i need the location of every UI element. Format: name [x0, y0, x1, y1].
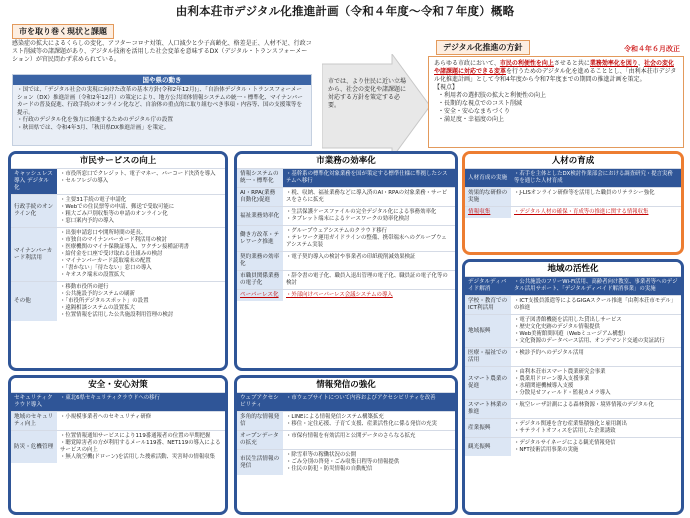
table-row: [11, 281, 225, 321]
row-description: ・生活保護ケースファイルの完全デジタル化による事務効率化 ・タブレット端末によるケースワークの効率化検討: [286, 209, 437, 222]
row-category-text: 情報収集: [468, 209, 491, 215]
row-description-text: ・外部向けペーパーレス会議システムの導入: [286, 292, 393, 298]
panel-business-head: 市業務の効率化: [237, 154, 455, 168]
policy-effect-item: ・長期的な視点でのコスト削減: [438, 100, 523, 107]
table-row: [237, 392, 455, 411]
row-description-text: ・デジタル人材の確保・育成等の推進に関する情報収集: [514, 209, 649, 215]
row-category: 効果的な研修の実施: [465, 188, 511, 206]
national-item: ・国では、「デジタル社会の実現に向けた改革の基本方針(令和2年12月)」、「自治体デジタル・トランスフォーメーション（DX）推進計画（令和2年12月）の策定により、地方公共団体情報システムの統一・標準化、マイナンバーカードの普及促進、行政手続のオンライン化など、自治体の重点的に取り組むべき事項・内容等、国の支援策等を提示。: [17, 87, 303, 116]
row-category: 福祉業務効率化: [237, 207, 283, 225]
table-row: [11, 227, 225, 281]
row-description: [283, 290, 455, 301]
row-description: ・主要31手続の電子申請化 ・Webでの住民票等の申請、郵送で受取可能に ・粗大ごみ戸別収集等の申請のオンライン化 ・窓口案内予約の導入: [60, 197, 175, 224]
row-description: ・LINEによる情報発信システム構築拡充 ・移住・定住応援、子育て支援、産業活性化に係る発信の充実: [286, 414, 437, 427]
row-category: 人材育成の実施: [465, 169, 511, 187]
row-category-text: ペーパーレス化: [240, 292, 279, 298]
row-description: ・デジタル関連を含む産業集積強化と雇用創出 ・サテライトオフィスを活用した企業誘致: [514, 421, 627, 434]
revision-date: 令和４年６月改正: [624, 45, 680, 53]
panel-info: [234, 375, 458, 515]
policy-effect-item: ・満足度・幸福度の向上: [438, 116, 505, 123]
background-label: 市を取り巻く現状と課題: [12, 24, 114, 39]
row-category: スマート農業の促進: [465, 367, 511, 399]
row-description: ・出張申請窓口や開所時間の延長、 ・市独自のマイナンバーカード利活用の検討 ・医療機関のマイナ保険証導入、ワクチン接種証明書 ・給付金を口座で受け取れる仕組みの検討 ・マイナンバーカード読取端末の配置 ・「書かない」「待たない」窓口の導入 ・キオスク端末の設置拡大: [60, 230, 189, 278]
row-description: ・市保有情報を有効活用と公開データのさらなる拡充: [286, 433, 416, 439]
row-category: 行政手続のオンライン化: [11, 195, 57, 227]
row-description: ・航空レーザ計測による森林資源・境界情報のデジタル化: [514, 402, 654, 408]
row-description: ・電子契約導入の検討や事業者の印紙税削減効果検証: [286, 254, 416, 260]
policy-text-mid1: させると共に: [553, 60, 590, 67]
policy-text-post: を行うためのデジタル化を進めることとし、「由利本荘市デジタル化推進計画」として令和4年度から令和7年度までの期間の推進計画を策定。: [434, 68, 677, 83]
table-row: [237, 187, 455, 206]
table-row: [465, 418, 681, 437]
table-row: [237, 225, 455, 251]
row-description: ・税、収納、福祉業務などに導入済のAI・RPAの対象業務・サービスをさらに拡充: [286, 190, 448, 203]
row-description: ・ICT支援員派遣等によるGIGAスクール推進「由利本荘市モデル」の推進: [514, 298, 677, 311]
row-description: ・公共施設のフリーWi-Fi活用、高齢者向け教室、事業者等へのデジタル活用サポート、「デジタルディバイド解消事業」の実施: [511, 277, 681, 295]
policy-effects-list: [434, 92, 678, 124]
table-row: [465, 314, 681, 347]
row-category: 地域のセキュリティ向上: [11, 412, 57, 430]
policy-text-pre: あらゆる市政において、: [434, 60, 500, 67]
national-box: [12, 74, 312, 146]
info-rows: [237, 392, 455, 475]
row-category: セキュリティクラウド導入: [11, 393, 57, 411]
row-category: 地域振興: [465, 315, 511, 347]
business-rows: [237, 168, 455, 301]
region-rows: [465, 276, 681, 456]
policy-label: デジタル化推進の方針: [436, 40, 530, 55]
table-row: [465, 399, 681, 418]
national-body: [13, 85, 311, 135]
table-row: [11, 411, 225, 430]
table-row: [11, 392, 225, 411]
table-row: [465, 437, 681, 456]
row-description: ・由利本荘市スマート農業研究会事業 ・農業用ドローン導入支援事業 ・水稲関連機械導入支援 ・分散見せフィールド・監視カメラ導入: [514, 369, 611, 396]
row-description: ・グループウェアシステムのクラウド移行 ・テレワーク運用ガイドラインの整備、携帯端末へのグループウェアシステム実装: [286, 228, 447, 248]
row-category: オープンデータの拡充: [237, 431, 283, 449]
table-row: [237, 270, 455, 289]
table-row: [237, 206, 455, 225]
row-category: [465, 207, 511, 218]
row-description: ・基幹系の標準化対象業務を国が策定する標準仕様に準拠したシステムへ移行: [283, 169, 455, 187]
row-category: 観光振興: [465, 438, 511, 456]
policy-effects-label: 【視点】: [434, 84, 459, 91]
arrow-text: 市では、より住民に近い立場から、社会の変化や諸課題に対応する方針を策定する必要。: [328, 78, 407, 109]
table-row: [11, 194, 225, 227]
row-description: ・市役所窓口でクレジット、電子マネー、バーコード決済を導入 ・セルフレジの導入: [60, 171, 216, 184]
row-category: 情報システムの統一・標準化: [237, 169, 283, 187]
row-description: ・東北6県セキュリティクラウドへの移行: [57, 393, 225, 411]
panel-safety-head: 安全・安心対策: [11, 378, 225, 392]
panel-citizen-service: [8, 151, 228, 371]
row-description: ・検診予約へのデジタル活用: [514, 350, 584, 356]
table-row: [237, 411, 455, 430]
row-category: 契約業務の効率化: [237, 252, 283, 270]
table-row: [465, 276, 681, 295]
panel-citizen-head: 市民サービスの向上: [11, 154, 225, 168]
row-category: ウェブアクセシビリティ: [237, 393, 283, 411]
row-category: スマート林業の推進: [465, 400, 511, 418]
table-row: [465, 366, 681, 399]
row-description: ・若手を主体としたDX検討作業部会における調査研究・提言実務等を通じた人材育成: [511, 169, 681, 187]
table-row: [465, 295, 681, 314]
panel-talent: [462, 151, 684, 255]
row-category: 働き方改革・テレワーク推進: [237, 226, 283, 251]
page-title: 由利本荘市デジタル化推進計画（令和４年度～令和７年度）概略: [175, 4, 515, 18]
row-category: 産業振興: [465, 419, 511, 437]
policy-highlight-1: 市民の利便性を向上: [499, 60, 554, 67]
policy-text-mid2: 、: [637, 60, 644, 67]
table-row: [11, 168, 225, 194]
panel-region: [462, 259, 684, 515]
panel-safety: [8, 375, 228, 515]
talent-rows: [465, 168, 681, 218]
policy-highlight-2: 業務効率化を図り: [589, 60, 638, 67]
background-text: 感染症の拡大によるくらしの変化、アフターコロナ対策、人口減少と少子高齢化、格差是正、人材不足、行政コスト削減等の諸課題があり、デジタル技術を活用した社会変革を意味するDX（デジタル・トランスフォーメーション）が官民問わず求められている。: [12, 40, 312, 63]
citizen-rows: [11, 168, 225, 321]
row-category: デジタルディバイド解消: [465, 277, 511, 295]
row-category: 市民生活情報の発信: [237, 450, 283, 475]
row-description: ・除雪車等の稼働状況の公開 ・ごみ分別の啓発・ごみ収集日程等の情報提供 ・住民の防犯・防災情報の自動配信: [286, 452, 400, 472]
row-description: ・デジタルサイネージによる観光情報発信 ・NFT技術活用事業の実施: [514, 440, 616, 453]
row-description: ・辞令書の電子化、職員入退出管理の電子化、職員証の電子化等の検討: [286, 273, 448, 286]
panel-region-head: 地域の活性化: [465, 262, 681, 276]
row-category: 防災・危機管理: [11, 431, 57, 463]
table-row: [237, 449, 455, 475]
table-row: [465, 206, 681, 218]
row-description: ・位置情報通知サービスにより119番通報者の位置の早期把握 ・聴覚障害者の方が利用するメール119番、NET119の導入によるサービスの向上 ・無人航空機(ドローン)を活用した捜索活動、災害時の情報収集: [60, 433, 221, 460]
table-row: [11, 430, 225, 463]
row-category: 医療・福祉での活用: [465, 348, 511, 366]
row-description: ・電子図書館機能を活用した貸出しサービス ・歴史文化史跡のデジタル情報提供 ・Web美術館間回遊（Webミュージアム構想） ・文化資源のデータベース活用、オンデマンド交通の実証試行: [514, 317, 665, 344]
panel-talent-head: 人材の育成: [465, 154, 681, 168]
table-row: [465, 168, 681, 187]
row-description: ・J-LISオンライン研修等を活用した職員のリテラシー強化: [514, 190, 655, 196]
policy-highlight-3: 社会の変化や諸課題に対応できる変革: [434, 60, 674, 75]
table-row: [237, 289, 455, 301]
row-category: 市職員関係業務の電子化: [237, 271, 283, 289]
row-category: AI・RPA(業務自動化)促進: [237, 188, 283, 206]
policy-effect-item: ・安全・安心なまちづくり: [438, 108, 510, 115]
row-category: キャッシュレス導入 デジタル化: [11, 169, 57, 194]
row-description: ・移動市役所の運行 ・公共施設予約システムの刷新 ・「市役所デジタルスポット」の設置 ・遠隔相談システムの設置拡大 ・位置情報を活用した公共施設利用管理の検討: [60, 284, 174, 318]
table-row: [237, 251, 455, 270]
row-description: [511, 207, 681, 218]
row-category: 多角的な情報発信: [237, 412, 283, 430]
policy-text: [434, 60, 678, 84]
row-category: その他: [11, 282, 57, 321]
table-row: [237, 430, 455, 449]
national-head: 国や県の動き: [13, 75, 311, 85]
row-category: 学校・教育でのICT利活用: [465, 296, 511, 314]
panel-business-efficiency: [234, 151, 458, 371]
table-row: [237, 168, 455, 187]
table-row: [465, 347, 681, 366]
panel-info-head: 情報発信の強化: [237, 378, 455, 392]
row-description: ・市ウェブサイトについて内容およびアクセシビリティを改善: [283, 393, 455, 411]
national-item: ・秋田県では、令和4年3月、「秋田県DX推進計画」を策定。: [17, 124, 170, 131]
national-item: ・行政のデジタル化を強力に推進するためのデジタル庁の設置: [17, 117, 173, 124]
table-row: [465, 187, 681, 206]
policy-box: [428, 56, 684, 148]
safety-rows: [11, 392, 225, 463]
row-description: ・小規模事業者へのセキュリティ研修: [60, 414, 152, 420]
row-category: [237, 290, 283, 301]
row-category: マイナンバーカード利活用: [11, 228, 57, 281]
policy-effect-item: ・利用者の選択肢の拡大と利便性の向上: [438, 92, 547, 99]
